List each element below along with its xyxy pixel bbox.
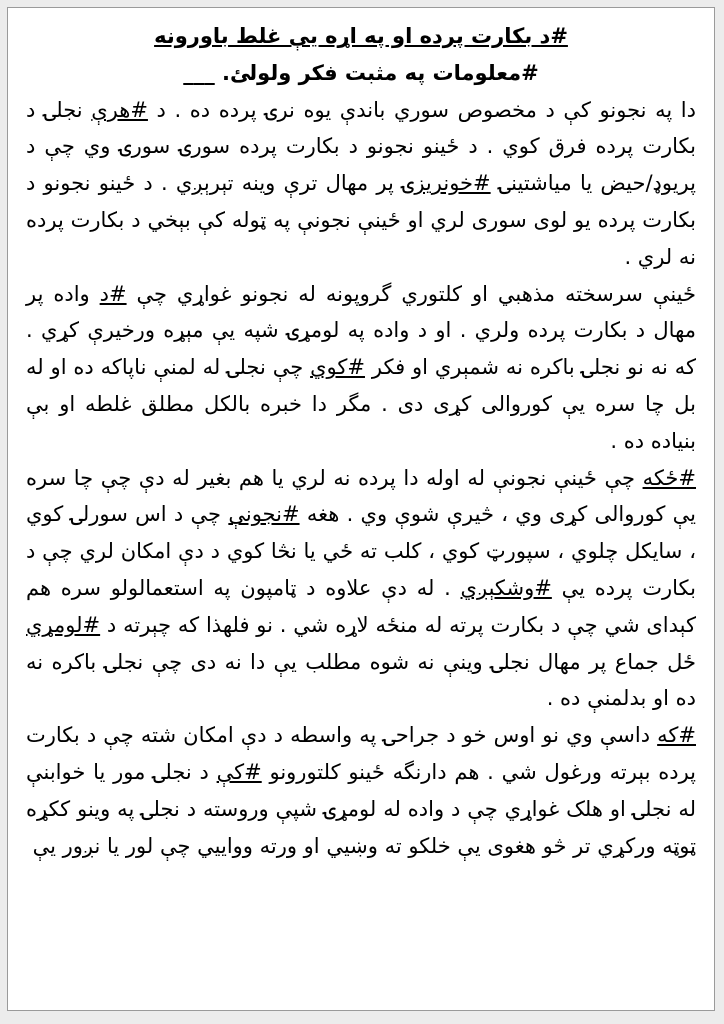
text-run: چې ځینې نجونې له اوله دا پرده نه لري یا هم بغیر له دې چې چا سره یې کوروالی کړی وي ، څیرې شوې وي . هغه	[26, 465, 696, 527]
text-run: پر مهال ترې وینه تېرېږي . د ځینو نجونو د بکارت پرده یو لوی سوری لري او ځینې نجونې په ټوله کې بېخي د بکارت پرده نه لري .	[26, 171, 696, 269]
hashtag: #هرې	[91, 97, 148, 122]
document-body	[26, 18, 696, 864]
paragraph-2	[26, 276, 696, 460]
text-run: ځل جماع پر مهال نجلۍ وینې نه شوه مطلب یې دا نه دی چې نجلۍ باکره نه ده او بدلمنې ده .	[26, 649, 696, 711]
hashtag: #وشکېږي	[460, 575, 552, 600]
hashtag: #که	[657, 723, 696, 748]
text-run: واده پر مهال د بکارت پرده ولري . او د واده په لومړۍ شپه یې مېړه ورخیرې کړي . که نه نو نجلۍ باکره نه شمېري او فکر	[26, 281, 696, 380]
text-run: . له دې علاوه د ټامپون په استعمالولو سره هم کېدای شي چې د بکارت پرته له منځه لاړه شي . نو فلهذا که چېرته د	[26, 575, 696, 637]
paragraph-4	[26, 717, 696, 864]
hashtag: #ځکه	[642, 465, 696, 490]
title-line-2: #معلومات په مثبت فکر ولولئ. ___	[183, 60, 539, 85]
hashtag: #د	[99, 281, 127, 306]
document-page	[7, 7, 715, 1011]
hashtag: #خونریزۍ	[402, 171, 491, 196]
text-run: چې د اس سورلۍ کوي ، سایکل چلوي ، سپورټ کوي ، کلب ته ځي یا نڅا کوي د دې امکان لري چې د بکارت پرده یې	[26, 502, 696, 600]
text-run: دا په نجونو کې د مخصوص سوري باندې یوه نرۍ پرده ده . د	[147, 97, 696, 122]
hashtag: #کوي	[310, 355, 365, 380]
text-run: نجلۍ د بکارت پرده فرق کوي . د ځینو نجونو د بکارت پرده سورۍ سورۍ وي چې د پریوډ/حیض یا میاشتینۍ	[26, 97, 696, 196]
paragraph-1	[26, 92, 696, 276]
text-run: د نجلۍ مور یا خوابنې له نجلۍ او هلک غواړي چې د واده له لومړۍ شپې وروسته د نجلۍ په وینو ککړه ټوټه ورکړي تر څو هغوی یې خلکو ته وښیي او ورته وواییي چې لور یا نږور یې	[26, 759, 696, 858]
text-run: چې نجلۍ له لمنې ناپاکه ده او له بل چا سره یې کوروالی کړی دی . مگر دا خبره بالکل مطلق غلطه او بې بنیاده ده .	[26, 355, 696, 453]
document-title	[26, 18, 696, 92]
paragraph-3	[26, 460, 696, 718]
hashtag: #کې	[216, 759, 262, 784]
title-line-1: #د بکارت پرده او په اړه یې غلط باورونه	[154, 24, 568, 48]
hashtag: #نجونې	[228, 502, 300, 527]
text-run: ځینې سرسخته مذهبي او کلتوري گروپونه له نجونو غواړي چې	[126, 281, 696, 306]
text-run: داسې وي نو اوس خو د جراحۍ په واسطه د دې امکان شته چې د بکارت پرده بېرته ورغول شي . هم دارنگه ځینو کلتورونو	[26, 723, 696, 784]
hashtag: #لومړي	[26, 612, 101, 637]
